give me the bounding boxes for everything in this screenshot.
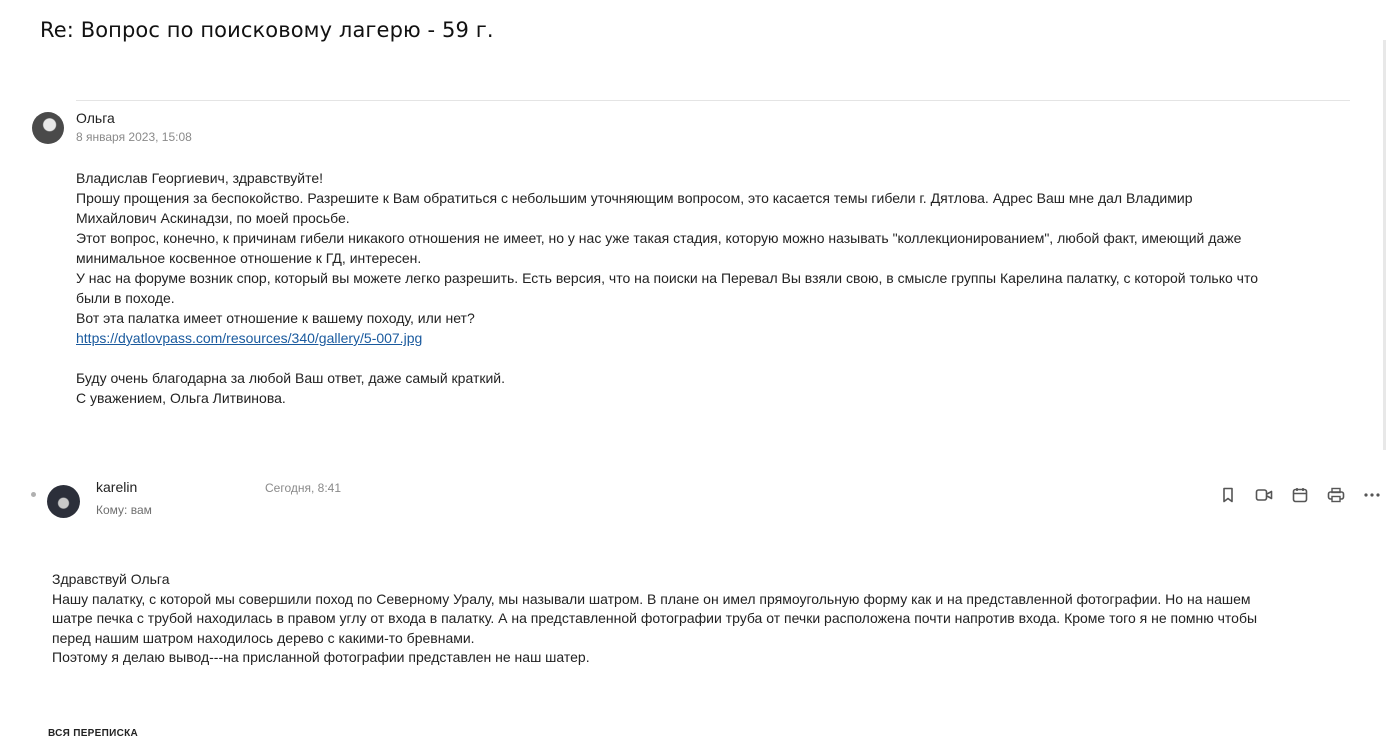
unread-dot	[31, 492, 36, 497]
body-line: Здравствуй Ольга	[52, 571, 170, 587]
body-line: Этот вопрос, конечно, к причинам гибели никакого отношения не имеет, но у нас уже такая стадия, которую можно называть "коллекционированием", любой факт, имеющий даже	[76, 230, 1242, 246]
body-line: перед нашим шатром находилось дерево с какими-то бревнами.	[52, 629, 475, 646]
body-line: С уважением, Ольга Литвинова.	[76, 390, 286, 406]
header-divider	[76, 100, 1350, 101]
body-line: Михайлович Аскинадзи, по моей просьбе.	[76, 210, 350, 226]
all-thread-link[interactable]: ВСЯ ПЕРЕПИСКА	[48, 728, 139, 739]
body-line: Поэтому я делаю вывод---на присланной фотографии представлен не наш шатер.	[52, 649, 590, 665]
body-line: У нас на форуме возник спор, который вы можете легко разрешить. Есть версия, что на поиски на Перевал Вы взяли свою, в смысле группы Карелина палатку, с которой только что	[76, 270, 1259, 286]
recipient-line: Кому: вам	[96, 503, 152, 517]
body-line: шатре печка с трубой находилась в правом углу от входа в палатку. А на представленной фотографии труба от печки расположена почти напротив входа. Кроме того я не помню чтобы	[52, 610, 1258, 626]
gallery-link[interactable]: https://dyatlovpass.com/resources/340/gallery/5-007.jpg	[76, 330, 423, 346]
email-subject: Re: Вопрос по поисковому лагерю - 59 г.	[40, 18, 494, 42]
message-body	[52, 570, 1362, 668]
sender-name[interactable]: karelin	[96, 479, 138, 495]
print-icon[interactable]	[1326, 485, 1346, 505]
more-icon[interactable]	[1362, 485, 1382, 505]
body-line: Вот эта палатка имеет отношение к вашему походу, или нет?	[76, 310, 475, 326]
body-line: Нашу палатку, с которой мы совершили поход по Северному Уралу, мы называли шатром. В плане он имел прямоугольную форму как и на представленной фотографии. Но на нашем	[52, 590, 1251, 607]
body-line: Владислав Георгиевич, здравствуйте!	[76, 170, 324, 186]
message-date: 8 января 2023, 15:08	[76, 130, 192, 144]
body-line: Буду очень благодарна за любой Ваш ответ, даже самый краткий.	[76, 370, 506, 386]
calendar-icon[interactable]	[1290, 485, 1310, 505]
body-line: минимальное косвенное отношение к ГД, интересен.	[76, 250, 422, 266]
avatar[interactable]	[47, 485, 80, 518]
body-line: были в походе.	[76, 290, 175, 306]
avatar[interactable]	[32, 112, 64, 144]
video-icon[interactable]	[1254, 485, 1274, 505]
sender-name[interactable]: Ольга	[76, 110, 115, 126]
message-body	[76, 168, 1366, 408]
body-line: Прошу прощения за беспокойство. Разрешите к Вам обратиться с небольшим уточняющим вопросом, это касается темы гибели г. Дятлова. Адрес Ваш мне дал Владимир	[76, 190, 1193, 206]
bookmark-icon[interactable]	[1218, 485, 1238, 505]
message-date: Сегодня, 8:41	[265, 481, 342, 495]
